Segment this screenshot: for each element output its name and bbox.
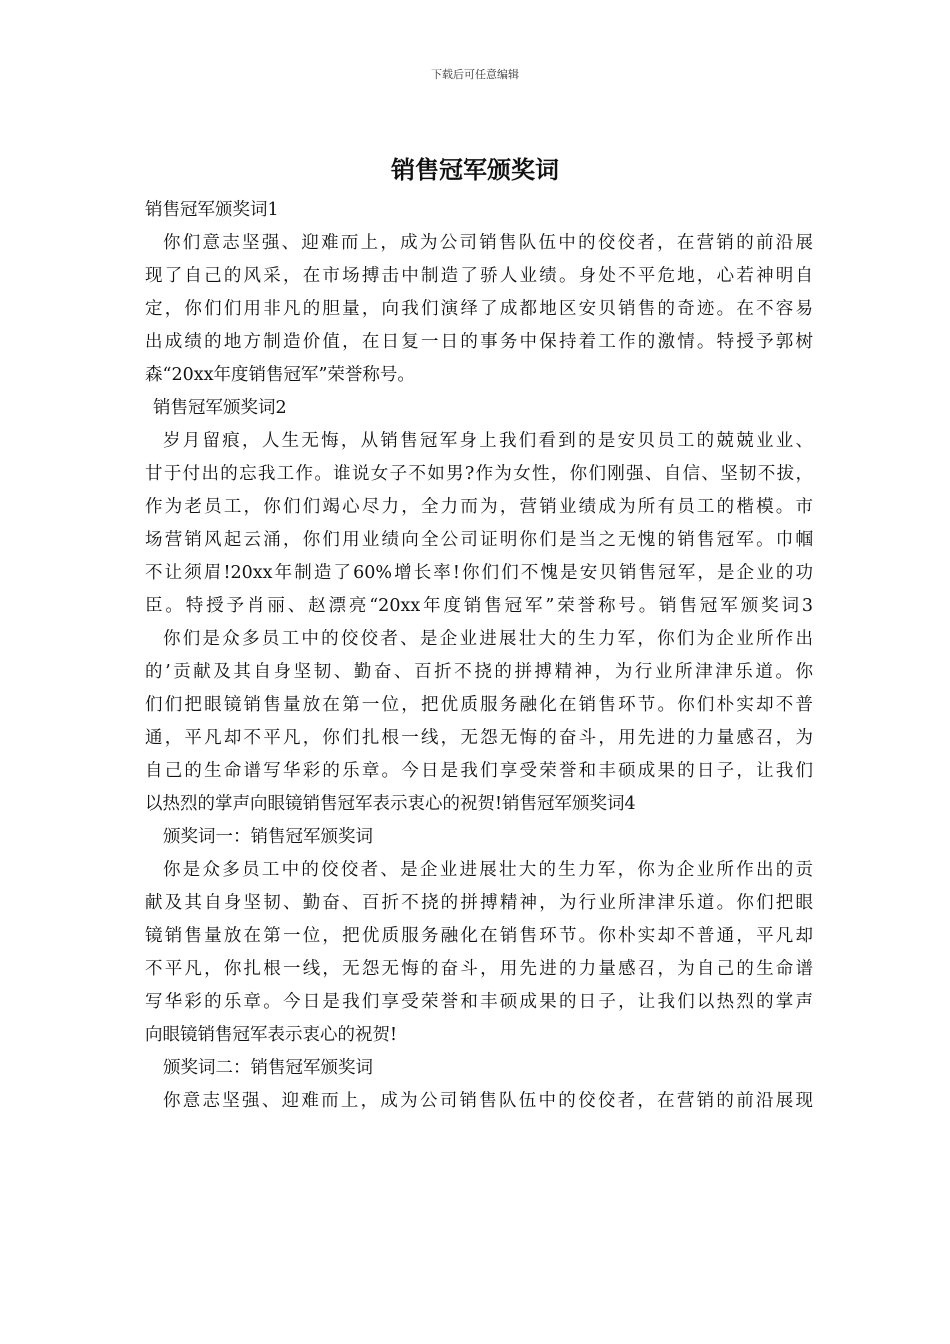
text-line: 通，平凡却不平凡，你们扎根一线，无怨无悔的奋斗，用先进的力量感召，为 — [145, 728, 813, 748]
text-line: 写华彩的乐章。今日是我们享受荣誉和丰硕成果的日子，让我们以热烈的掌声 — [145, 992, 813, 1012]
text-line: 颁奖词一：销售冠军颁奖词 — [163, 827, 373, 847]
text-line: 岁月留痕，人生无悔，从销售冠军身上我们看到的是安贝员工的兢兢业业、 — [163, 431, 813, 451]
text-line: 镜销售量放在第一位，把优质服务融化在销售环节。你朴实却不普通，平凡却 — [145, 926, 813, 946]
document-body — [145, 194, 813, 1118]
text-line: 销售冠军颁奖词1 — [145, 200, 279, 220]
text-line: 销售冠军颁奖词2 — [153, 398, 287, 418]
text-line: 的’贡献及其自身坚韧、勤奋、百折不挠的拼搏精神，为行业所津津乐道。你 — [145, 662, 813, 682]
text-line: 以热烈的掌声向眼镜销售冠军表示衷心的祝贺!销售冠军颁奖词4 — [145, 794, 636, 814]
text-line: 臣。特授予肖丽、赵漂亮“20xx年度销售冠军”荣誉称号。销售冠军颁奖词3 — [145, 596, 813, 616]
text-line: 你们是众多员工中的佼佼者、是企业进展壮大的生力军，你们为企业所作出 — [163, 629, 813, 649]
text-line: 向眼镜销售冠军表示衷心的祝贺! — [145, 1025, 398, 1045]
text-line: 森“20xx年度销售冠军”荣誉称号。 — [145, 365, 415, 385]
text-line: 甘于付出的忘我工作。谁说女子不如男?作为女性，你们刚强、自信、坚韧不拔， — [145, 464, 813, 484]
text-line: 你意志坚强、迎难而上，成为公司销售队伍中的佼佼者，在营销的前沿展现 — [163, 1091, 813, 1111]
text-line: 作为老员工，你们们竭心尽力，全力而为，营销业绩成为所有员工的楷模。市 — [145, 497, 813, 517]
text-line: 不平凡，你扎根一线，无怨无悔的奋斗，用先进的力量感召，为自己的生命谱 — [145, 959, 813, 979]
text-line: 定，你们们用非凡的胆量，向我们演绎了成都地区安贝销售的奇迹。在不容易 — [145, 299, 813, 319]
text-line: 你们意志坚强、迎难而上，成为公司销售队伍中的佼佼者，在营销的前沿展 — [163, 233, 813, 253]
text-line: 出成绩的地方制造价值，在日复一日的事务中保持着工作的激情。特授予郭树 — [145, 332, 813, 352]
text-line: 现了自己的风采，在市场搏击中制造了骄人业绩。身处不平危地，心若神明自 — [145, 266, 813, 286]
text-line: 不让须眉!20xx年制造了60%增长率!你们们不愧是安贝销售冠军，是企业的功 — [145, 563, 813, 583]
text-line: 颁奖词二：销售冠军颁奖词 — [163, 1058, 373, 1078]
text-line: 你是众多员工中的佼佼者、是企业进展壮大的生力军，你为企业所作出的贡 — [163, 860, 813, 880]
text-line: 们们把眼镜销售量放在第一位，把优质服务融化在销售环节。你们朴实却不普 — [145, 695, 813, 715]
header-note: 下载后可任意编辑 — [431, 68, 519, 81]
document-title: 销售冠军颁奖词 — [391, 155, 559, 184]
text-line: 献及其自身坚韧、勤奋、百折不挠的拼搏精神，为行业所津津乐道。你们把眼 — [145, 893, 813, 913]
text-line: 自己的生命谱写华彩的乐章。今日是我们享受荣誉和丰硕成果的日子，让我们 — [145, 761, 813, 781]
text-line: 场营销风起云涌，你们用业绩向全公司证明你们是当之无愧的销售冠军。巾帼 — [145, 530, 813, 550]
